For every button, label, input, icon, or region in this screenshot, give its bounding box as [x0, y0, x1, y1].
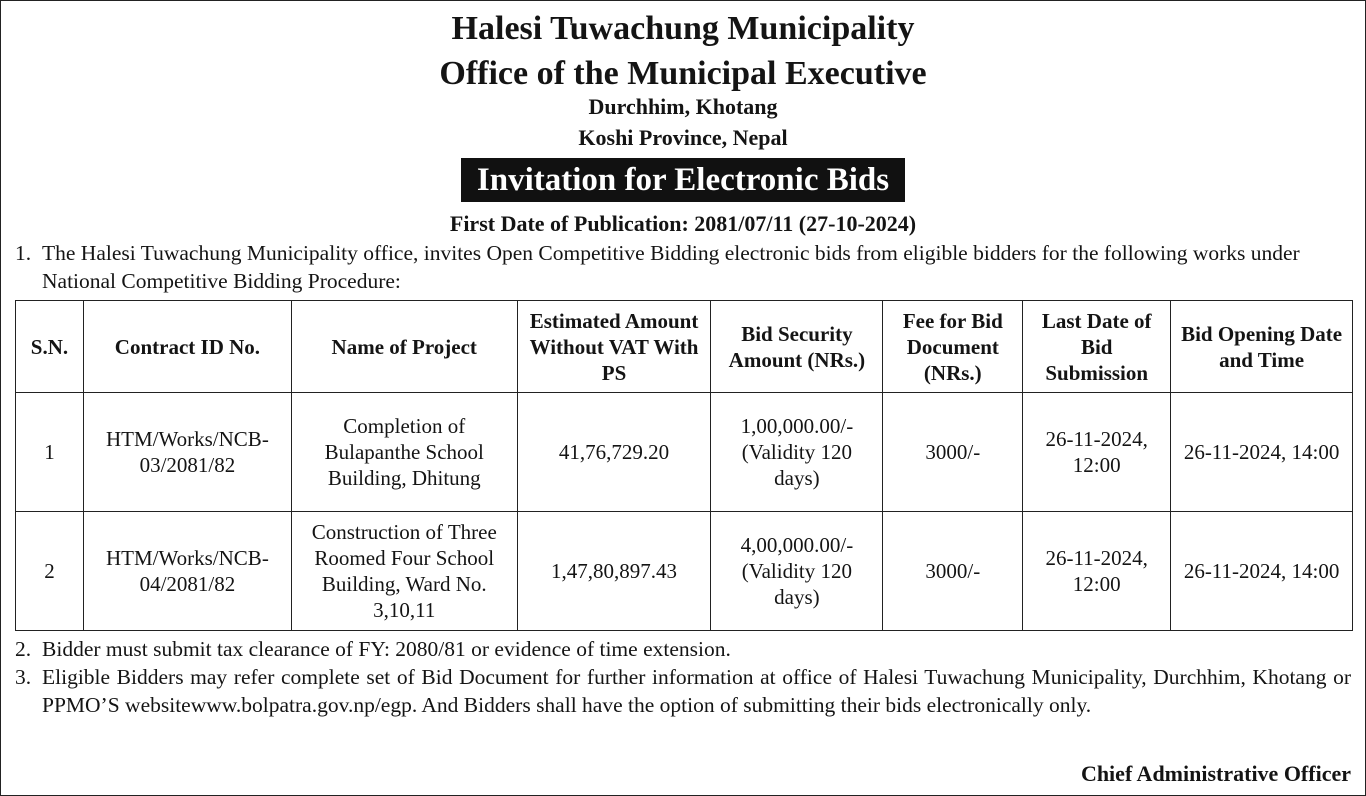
cell-bid-security: 4,00,000.00/- (Validity 120 days) [711, 512, 883, 631]
cell-contract-id: HTM/Works/NCB-03/2081/82 [83, 393, 291, 512]
point-3-text: Eligible Bidders may refer complete set of Bid Document for further information at office of Halesi Tuwachung Municipality, Durchhim, Khotang or PPMO’S websitewww.bolpatra.gov.np/egp. And Bidders shall have the option of submitting their bids electronically only. [42, 665, 1351, 717]
cell-project-name: Completion of Bulapanthe School Building, Dhitung [291, 393, 517, 512]
table-row [16, 512, 1353, 631]
publication-date: First Date of Publication: 2081/07/11 (27-10-2024) [449, 211, 917, 236]
notice-title-banner [1, 158, 1365, 202]
point-3 [15, 663, 1351, 719]
cell-document-fee: 3000/- [883, 393, 1023, 512]
header-contract-id: Contract ID No. [83, 301, 291, 393]
point-1 [15, 239, 1351, 295]
cell-project-name: Construction of Three Roomed Four School Building, Ward No. 3,10,11 [291, 512, 517, 631]
point-2 [15, 635, 1351, 663]
table-row [16, 393, 1353, 512]
address-line-1: Durchhim, Khotang [588, 94, 778, 119]
cell-bid-security: 1,00,000.00/- (Validity 120 days) [711, 393, 883, 512]
bids-table [15, 300, 1353, 631]
point-3-number: 3. [15, 665, 32, 689]
cell-estimated-amount: 1,47,80,897.43 [517, 512, 711, 631]
cell-bid-opening: 26-11-2024, 14:00 [1171, 393, 1353, 512]
header-bid-security: Bid Security Amount (NRs.) [711, 301, 883, 393]
point-2-text: Bidder must submit tax clearance of FY: 2080/81 or evidence of time extension. [42, 637, 731, 661]
header-bid-opening: Bid Opening Date and Time [1171, 301, 1353, 393]
organization-name: Halesi Tuwachung Municipality [451, 10, 915, 47]
header-last-date: Last Date of Bid Submission [1023, 301, 1171, 393]
header-project-name: Name of Project [291, 301, 517, 393]
cell-last-date: 26-11-2024, 12:00 [1023, 393, 1171, 512]
header-sn: S.N. [16, 301, 84, 393]
cell-document-fee: 3000/- [883, 512, 1023, 631]
point-1-number: 1. [15, 241, 32, 265]
header-estimated-amount: Estimated Amount Without VAT With PS [517, 301, 711, 393]
cell-sn: 2 [16, 512, 84, 631]
cell-estimated-amount: 41,76,729.20 [517, 393, 711, 512]
address-line-2: Koshi Province, Nepal [578, 125, 788, 150]
cell-last-date: 26-11-2024, 12:00 [1023, 512, 1171, 631]
notice-title: Invitation for Electronic Bids [461, 158, 905, 202]
signatory-title: Chief Administrative Officer [1080, 761, 1351, 786]
cell-bid-opening: 26-11-2024, 14:00 [1171, 512, 1353, 631]
cell-sn: 1 [16, 393, 84, 512]
point-2-number: 2. [15, 637, 32, 661]
point-1-text: The Halesi Tuwachung Municipality office, invites Open Competitive Bidding electronic bids from eligible bidders for the following works under National Competitive Bidding Procedure: [42, 241, 1300, 293]
header-document-fee: Fee for Bid Document (NRs.) [883, 301, 1023, 393]
table-header-row [16, 301, 1353, 393]
cell-contract-id: HTM/Works/NCB-04/2081/82 [83, 512, 291, 631]
office-name: Office of the Municipal Executive [439, 55, 927, 92]
